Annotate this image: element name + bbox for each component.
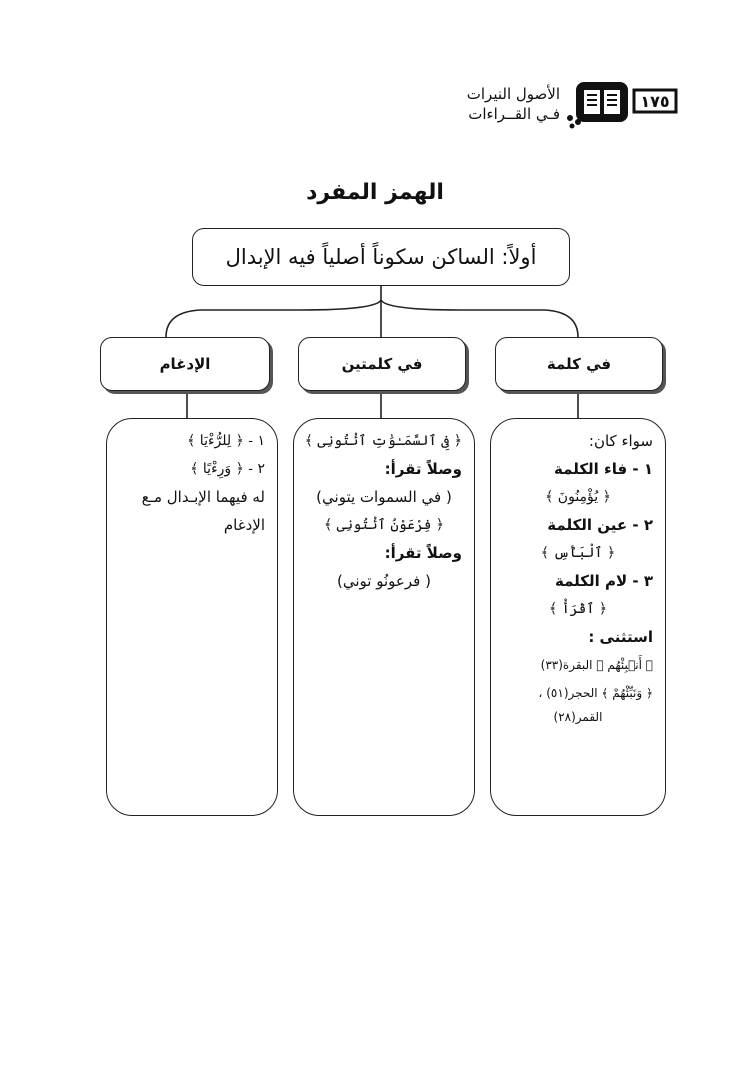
col-words-read2-label: وصلاً تقرأ: bbox=[384, 544, 462, 562]
col-word-exception2: ﴿ وَنَبِّئْهُمْ ﴾ الحجر(٥١) ، bbox=[538, 686, 653, 700]
root-concept-box bbox=[192, 228, 570, 286]
col-word-example1: ﴿ يُؤْمِنُونَ ﴾ bbox=[545, 489, 611, 505]
category-in-two-words-label: في كلمتين bbox=[341, 355, 423, 373]
col-word-item3: ٣ - لام الكلمة bbox=[555, 572, 653, 590]
page-heading: الهمز المفرد bbox=[306, 180, 444, 205]
col-word-exception1: ﴿ أَنۢبِئْهُم ﴾ البقرة(٣٣) bbox=[540, 658, 653, 672]
category-idgham-label: الإدغام bbox=[159, 355, 211, 373]
col-words-read1-label: وصلاً تقرأ: bbox=[384, 460, 462, 478]
col-word-exception3: القمر(٢٨) bbox=[553, 710, 603, 724]
book-title-line2: فـي القــراءات bbox=[468, 105, 560, 123]
category-in-two-words bbox=[298, 337, 466, 391]
book-title-line1: الأصول النيرات bbox=[466, 85, 560, 103]
category-in-word bbox=[495, 337, 663, 391]
col-idgham-item2: ٢ - ﴿ وَرِءْيًا ﴾ bbox=[190, 461, 265, 477]
col-word-intro: سواء كان: bbox=[588, 432, 653, 450]
col-words-read2-value: ( فرعونُو توني) bbox=[337, 572, 431, 590]
col-word-item1: ١ - فاء الكلمة bbox=[554, 460, 653, 478]
col-word-example3: ﴿ ٱقْرَأْ ﴾ bbox=[548, 601, 608, 617]
col-word-exception-label: استثنى : bbox=[588, 628, 653, 646]
col-word-example2: ﴿ ٱلْبَأْسِ ﴾ bbox=[540, 545, 616, 561]
col-words-read1-value: ( في السموات يتوني) bbox=[316, 488, 452, 506]
category-idgham bbox=[100, 337, 270, 391]
col-idgham-note: له فيهما الإبـدال مـع الإدغام bbox=[141, 488, 265, 534]
column-idgham bbox=[106, 418, 278, 816]
col-idgham-item1: ١ - ﴿ لِلرُّءْيَا ﴾ bbox=[187, 433, 265, 449]
column-in-word bbox=[490, 418, 666, 816]
col-word-item2: ٢ - عين الكلمة bbox=[547, 516, 653, 534]
column-in-two-words bbox=[293, 418, 475, 816]
page-number: ١٧٥ bbox=[640, 91, 670, 111]
root-concept-text: أولاً: الساكن سكوناً أصلياً فيه الإبدال bbox=[225, 245, 537, 269]
col-words-example2: ﴿ فِرْعَوْنُ ٱئْتُونِى ﴾ bbox=[324, 517, 444, 533]
col-words-example1: ﴿ فِى ٱلسَّمَـٰوَٰتِ ٱئْتُونِى ﴾ bbox=[304, 433, 462, 449]
category-in-word-label: في كلمة bbox=[546, 355, 612, 373]
